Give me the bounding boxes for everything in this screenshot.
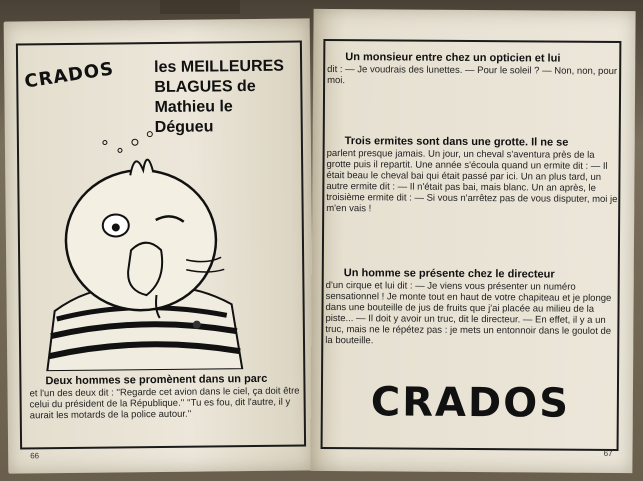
joke-heading: Un homme se présente chez le directeur — [343, 267, 555, 281]
page-number: 66 — [30, 451, 40, 461]
joke-text: dit : — Je voudrais des lunettes. — Pour le soleil ? — Non, non, pour moi. — [327, 63, 618, 87]
page-title: les MEILLEURES BLAGUES de Mathieu le Dégueu — [154, 57, 285, 137]
joke-heading: Deux hommes se promènent dans un parc — [45, 372, 268, 388]
joke-block-optician — [327, 51, 619, 88]
joke-block-1 — [29, 372, 307, 421]
joke-text: et l'un des deux dit : ''Regarde cet avion dans le ciel, ça doit être celui du président de la République.'' ''Tu es fou, dit l'autre, il y aurait les motards de la police autour.'' — [29, 385, 300, 422]
joke-heading: Trois ermites sont dans une grotte. Il ne se — [344, 135, 569, 149]
crados-logo-small: CRADOS — [23, 58, 116, 93]
joke-text: d'un cirque et lui dit : — Je viens vous présenter un numéro sensationnel ! Je monte tout en haut de votre chapiteau et je plonge dans une bouteille de jus de fruits que j'ai placée au milieu de la piste... — Il doit y avoir un truc, dit le directeur. — En effet, il y a un truc, mais ne le répétez pas : je mets un entonnoir dans le goulot de la bouteille. — [325, 279, 612, 347]
caricature-illustration — [35, 119, 248, 371]
crados-logo-large: CRADOS — [370, 379, 571, 427]
joke-block-hermits — [326, 135, 619, 216]
right-page — [310, 9, 635, 473]
page-number: 67 — [603, 448, 613, 458]
background-object — [160, 0, 240, 14]
joke-block-circus — [325, 267, 618, 348]
joke-text: parlent presque jamais. Un jour, un cheval s'aventura près de la grotte puis il repartit. Une année s'écoula quand un ermite dit : — Il était beau le cheval bai qui était passé par ici. Un an plus tard, un autre ermite dit : — Il n'était pas bai, mais blanc. Un an après, le troisième ermite dit : — Si vous n'arrêtez pas de vous disputer, moi je m'en vais ! — [326, 147, 618, 215]
left-page — [4, 18, 315, 473]
joke-heading: Un monsieur entre chez un opticien et lui — [345, 51, 561, 65]
